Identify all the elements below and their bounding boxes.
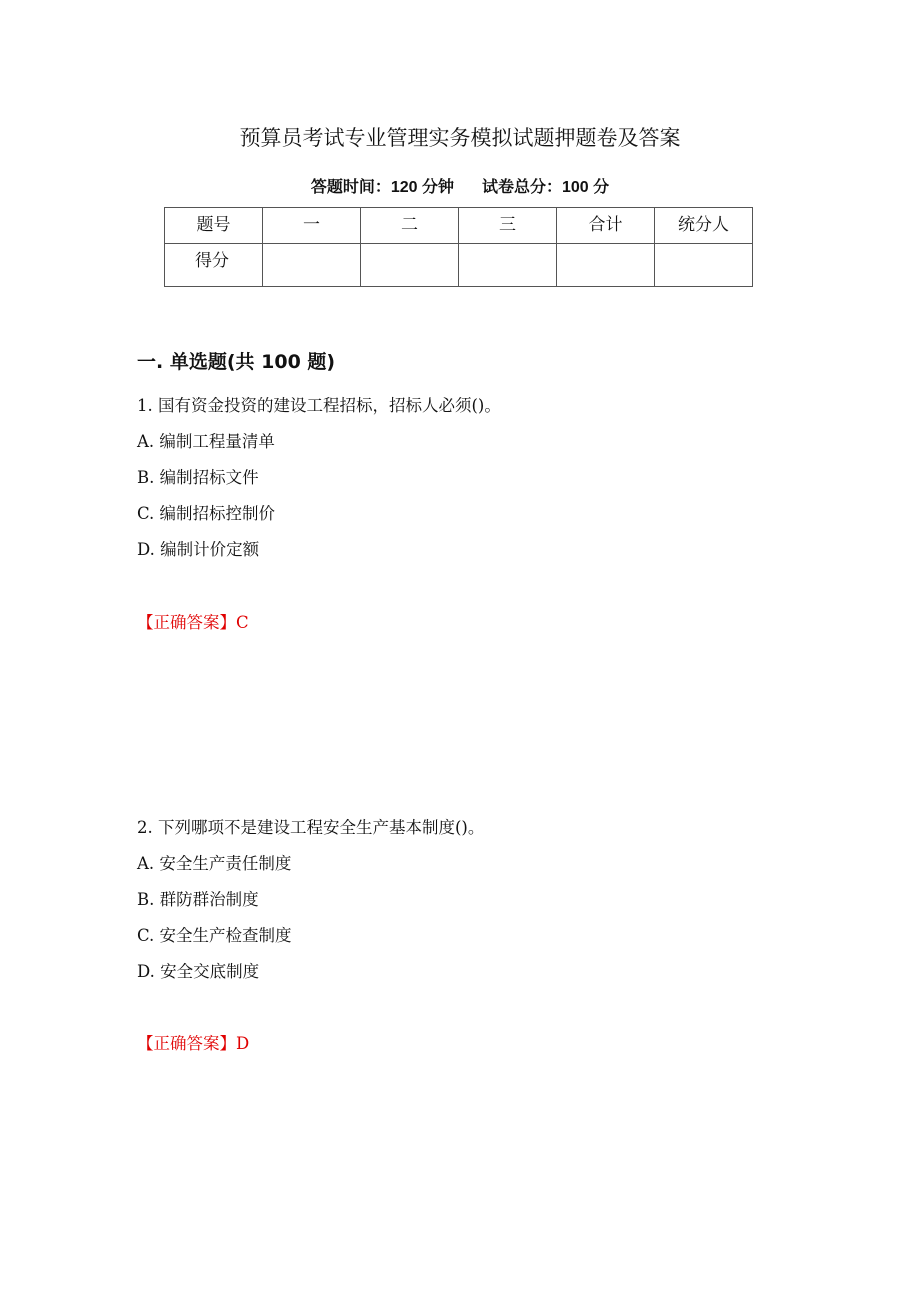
header-cell: 一	[263, 208, 361, 244]
correct-answer: 【正确答案】C	[137, 613, 249, 632]
option: C. 编制招标控制价	[137, 504, 276, 523]
score-cell	[263, 244, 361, 287]
correct-answer: 【正确答案】D	[137, 1034, 250, 1053]
question-stem: 2. 下列哪项不是建设工程安全生产基本制度()。	[137, 818, 485, 837]
exam-time: 答题时间：120 分钟	[310, 179, 454, 196]
header-cell: 合计	[557, 208, 655, 244]
option: D. 编制计价定额	[137, 540, 260, 559]
score-cell	[459, 244, 557, 287]
total-score: 试卷总分：100 分	[482, 179, 610, 196]
header-cell: 二	[361, 208, 459, 244]
option: D. 安全交底制度	[137, 962, 260, 981]
score-cell	[557, 244, 655, 287]
option: B. 编制招标文件	[137, 468, 259, 487]
row-label: 得分	[165, 244, 263, 287]
option: A. 编制工程量清单	[137, 432, 275, 451]
score-cell	[655, 244, 753, 287]
exam-info	[0, 174, 920, 197]
option: A. 安全生产责任制度	[137, 854, 292, 873]
document-title: 预算员考试专业管理实务模拟试题押题卷及答案	[239, 126, 681, 150]
section-heading: 一. 单选题(共 100 题)	[137, 351, 336, 373]
score-cell	[361, 244, 459, 287]
option: B. 群防群治制度	[137, 890, 259, 909]
header-cell: 题号	[165, 208, 263, 244]
header-cell: 三	[459, 208, 557, 244]
option: C. 安全生产检查制度	[137, 926, 292, 945]
header-cell: 统分人	[655, 208, 753, 244]
question-stem: 1. 国有资金投资的建设工程招标，招标人必须()。	[137, 396, 501, 415]
score-table	[164, 207, 753, 287]
